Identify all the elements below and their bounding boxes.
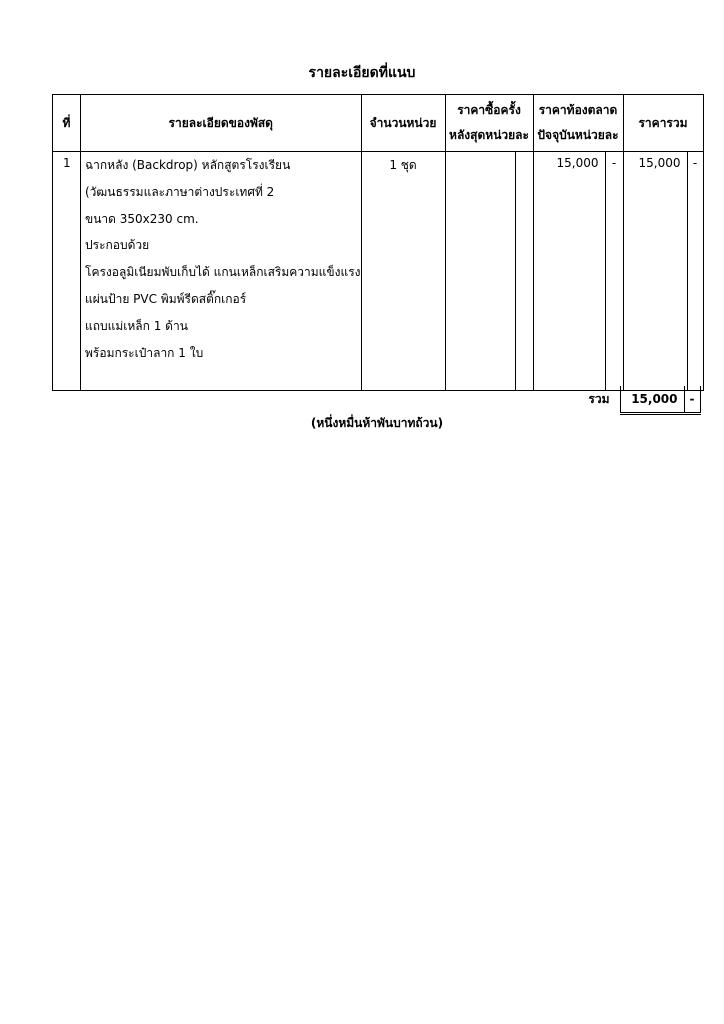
total-row (52, 386, 700, 414)
header-total-price: ราคารวม (623, 95, 703, 152)
header-market-price-line2: ปัจจุบันหน่วยละ (537, 128, 619, 142)
item-description-line: พร้อมกระเป๋าลาก 1 ใบ (85, 345, 204, 360)
header-market-price (533, 95, 623, 152)
item-description-line: ประกอบด้วย (85, 238, 150, 253)
header-last-purchase-line2: หลังสุดหน่วยละ (449, 128, 529, 142)
item-last-purchase-baht (445, 152, 515, 391)
header-market-price-line1: ราคาท้องตลาด (538, 103, 618, 117)
total-satang: - (684, 386, 700, 414)
total-label: รวม (588, 392, 610, 407)
item-description-line: ฉากหลัง (Backdrop) หลักสูตรโรงเรียน (85, 158, 291, 172)
document-title: รายละเอียดที่แนบ (308, 65, 416, 81)
header-quantity: จำนวนหน่วย (361, 95, 445, 152)
amount-in-words: (หนึ่งหมื่นห้าพันบาทถ้วน) (310, 416, 444, 430)
item-no: 1 (53, 152, 81, 391)
item-description-line: (วัฒนธรรมและภาษาต่างประเทศที่ 2 (85, 184, 275, 199)
item-total-price-satang: - (687, 152, 703, 391)
item-description (81, 152, 362, 391)
table-row (53, 152, 704, 391)
item-quantity: 1 ชุด (361, 152, 445, 391)
header-no: ที่ (53, 95, 81, 152)
item-description-line: แถบแม่เหล็ก 1 ด้าน (85, 318, 188, 333)
item-total-price: 15,000 (623, 152, 687, 391)
total-table (52, 386, 701, 415)
item-market-price: 15,000 (533, 152, 605, 391)
header-last-purchase (445, 95, 533, 152)
item-last-purchase-satang (515, 152, 533, 391)
table-header-row (53, 95, 704, 152)
item-description-line: แผ่นป้าย PVC พิมพ์รีดสติ๊กเกอร์ (85, 291, 247, 306)
header-last-purchase-line1: ราคาซื้อครั้ง (457, 103, 521, 117)
total-value: 15,000 (620, 386, 684, 414)
header-description: รายละเอียดของพัสดุ (81, 95, 362, 152)
item-market-price-satang: - (605, 152, 623, 391)
items-table (52, 94, 704, 391)
item-description-line: ขนาด 350x230 cm. (85, 211, 199, 226)
item-description-line: โครงอลูมิเนียมพับเก็บได้ แกนเหล็กเสริมความแข็งแรง (85, 265, 361, 280)
